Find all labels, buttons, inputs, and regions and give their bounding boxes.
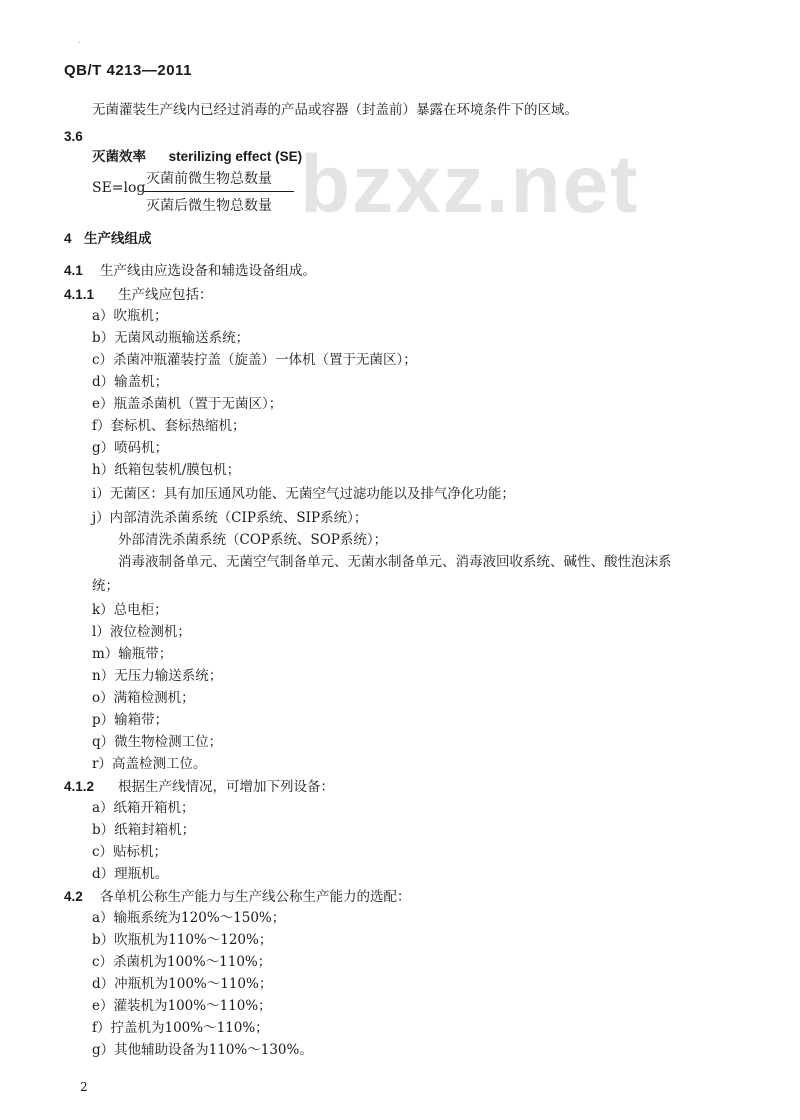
list-item: c）贴标机； xyxy=(92,844,168,860)
list-item: e）灌装机为100%～110%； xyxy=(92,998,272,1014)
formula-numerator: 灭菌前微生物总数量 xyxy=(146,171,272,187)
section-4-title: 生产线组成 xyxy=(84,231,152,246)
formula-denominator: 灭菌后微生物总数量 xyxy=(146,198,272,214)
section-4-1 xyxy=(64,264,316,279)
page-number: 2 xyxy=(80,1080,88,1094)
section-4-number: 4 xyxy=(64,231,72,246)
section-4-1-1-text: 生产线应包括： xyxy=(118,287,213,303)
list-item: q）微生物检测工位； xyxy=(92,734,223,750)
list-item: b）纸箱封箱机； xyxy=(92,822,196,838)
list-item: c）杀菌机为100%～110%； xyxy=(92,954,272,970)
formula-fraction xyxy=(144,168,294,215)
section-4-2 xyxy=(64,890,411,905)
section-4-2-number: 4.2 xyxy=(64,889,83,904)
formula-lhs: SE=log xyxy=(92,180,146,196)
list-item-continuation: 消毒液制备单元、无菌空气制备单元、无菌水制备单元、消毒液回收系统、碱性、酸性泡沫系 xyxy=(118,554,672,570)
list-item: a）纸箱开箱机； xyxy=(92,800,195,816)
standard-header: QB/T 4213—2011 xyxy=(64,62,192,79)
watermark: bzxz.net xyxy=(300,139,640,230)
list-item: d）理瓶机。 xyxy=(92,866,169,882)
list-item: o）满箱检测机； xyxy=(92,690,195,706)
list-item: b）吹瓶机为110%～120%； xyxy=(92,932,273,948)
list-item: e）瓶盖杀菌机（置于无菌区）； xyxy=(92,396,283,412)
section-4-1-2-text: 根据生产线情况，可增加下列设备： xyxy=(118,779,334,795)
list-item: g）其他辅助设备为110%～130%。 xyxy=(92,1042,313,1058)
section-4-2-text: 各单机公称生产能力与生产线公称生产能力的选配： xyxy=(100,889,411,905)
list-item: a）输瓶系统为120%～150%； xyxy=(92,910,286,926)
list-item: j）内部清洗杀菌系统（CIP系统、SIP系统）； xyxy=(92,510,368,526)
list-item: p）输箱带； xyxy=(92,712,169,728)
term-cn: 灭菌效率 xyxy=(92,149,146,165)
section-3-6-number: 3.6 xyxy=(64,129,83,144)
list-item: k）总电柜； xyxy=(92,602,168,618)
section-4-1-1-number: 4.1.1 xyxy=(64,287,95,302)
list-item: n）无压力输送系统； xyxy=(92,668,223,684)
section-4-1-2-number: 4.1.2 xyxy=(64,779,95,794)
list-item: c）杀菌冲瓶灌装拧盖（旋盖）一体机（置于无菌区）； xyxy=(92,352,417,368)
intro-line: 无菌灌装生产线内已经过消毒的产品或容器（封盖前）暴露在环境条件下的区域。 xyxy=(92,102,578,118)
list-item: a）吹瓶机； xyxy=(92,308,168,324)
list-item: f）套标机、套标热缩机； xyxy=(92,418,246,434)
section-4-1-2 xyxy=(64,780,334,795)
section-4-1-1 xyxy=(64,288,213,303)
section-4-heading xyxy=(64,232,152,246)
list-item: f）拧盖机为100%～110%； xyxy=(92,1020,269,1036)
section-4-1-number: 4.1 xyxy=(64,263,83,278)
scan-speck: . xyxy=(78,36,81,45)
list-item: h）纸箱包装机/膜包机； xyxy=(92,462,241,478)
term-line xyxy=(92,150,302,165)
list-item: l）液位检测机； xyxy=(92,624,191,640)
list-item: d）输盖机； xyxy=(92,374,169,390)
list-item: r）高盖检测工位。 xyxy=(92,756,207,772)
list-item: b）无菌风动瓶输送系统； xyxy=(92,330,250,346)
list-item-continuation: 统； xyxy=(92,578,119,594)
list-item: g）喷码机； xyxy=(92,440,169,456)
list-item: d）冲瓶机为100%～110%； xyxy=(92,976,273,992)
list-item-continuation: 外部清洗杀菌系统（COP系统、SOP系统）； xyxy=(118,532,388,548)
list-item: i）无菌区：具有加压通风功能、无菌空气过滤功能以及排气净化功能； xyxy=(92,486,515,502)
term-en: sterilizing effect (SE) xyxy=(168,149,303,164)
list-item: m）输瓶带； xyxy=(92,646,173,662)
section-4-1-text: 生产线由应选设备和辅选设备组成。 xyxy=(100,263,316,279)
